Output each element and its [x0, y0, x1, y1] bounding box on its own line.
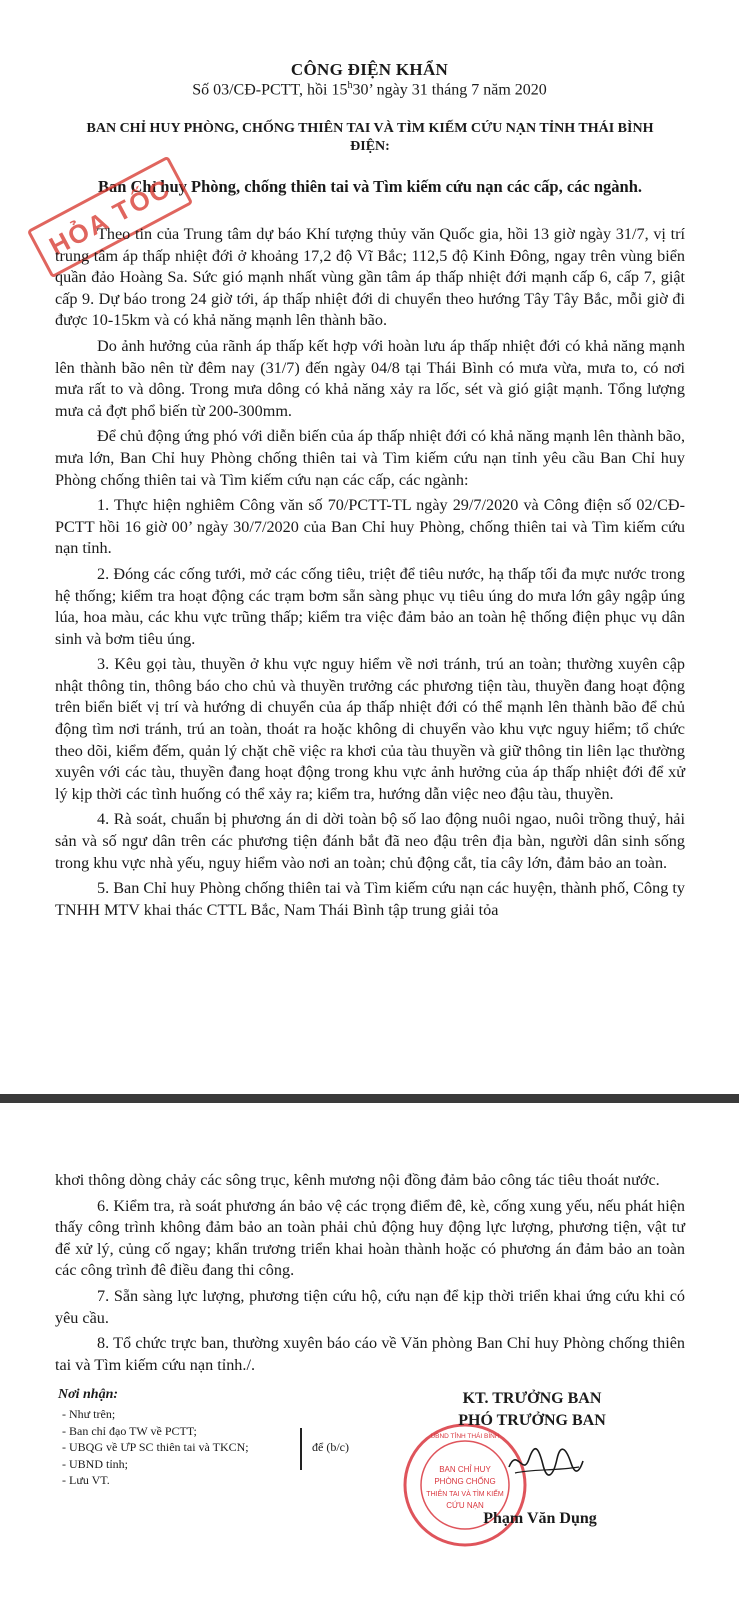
- paragraph: 4. Rà soát, chuẩn bị phương án di dời toàn bộ số lao động nuôi ngao, nuôi trồng thuỷ, hải sản và số ngư dân trên các phương tiện đánh bắt đã neo đậu trên địa bàn, người dân sinh sống trong khu vực nhà yếu, nguy hiểm vào nơi an toàn; chủ động cắt, tỉa cây lớn, đảm bảo an toàn.: [55, 810, 685, 872]
- paragraph: 7. Sẵn sàng lực lượng, phương tiện cứu hộ, cứu nạn để kịp thời triển khai ứng cứu khi có yêu cầu.: [55, 1286, 685, 1327]
- svg-text:THIÊN TAI VÀ TÌM KIẾM: THIÊN TAI VÀ TÌM KIẾM: [426, 1491, 504, 1498]
- recipient-item: - Như trên;: [62, 1407, 116, 1421]
- body-page-2: [55, 1170, 685, 1376]
- svg-text:UBND TỈNH THÁI BÌNH: UBND TỈNH THÁI BÌNH: [430, 1433, 500, 1440]
- recipients-list: [62, 1406, 249, 1489]
- document-number: Số 03/CĐ-PCTT, hồi 15$^h$30’ ngày 31 tháng 7 năm 2020: [192, 80, 547, 99]
- paragraph: 2. Đóng các cống tưới, mở các cống tiêu, triệt để tiêu nước, hạ thấp tối đa mực nước trong hệ thống; kiểm tra hoạt động các trạm bơm sẵn sàng phục vụ tiêu úng do mưa lớn gây ngập úng lúa, hoa màu, các khu vực trũng thấp; kiểm tra việc đảm bảo an toàn hệ thống điện phục vụ dân sinh và bơm tiêu úng.: [55, 564, 685, 648]
- recipient-item: - Lưu VT.: [62, 1473, 110, 1487]
- recipient-item: - Ban chỉ đạo TW về PCTT;: [62, 1423, 197, 1438]
- urgent-stamp-label: HỎA TỐC: [27, 156, 194, 279]
- svg-text:BAN CHỈ HUY: BAN CHỈ HUY: [439, 1465, 491, 1474]
- paragraph: 3. Kêu gọi tàu, thuyền ở khu vực nguy hiểm về nơi tránh, trú an toàn; thường xuyên cập nhật thông tin, thông báo cho chủ và thuyền trưởng các phương tiện tàu, thuyền đang hoạt động trên biển biết vị trí và hướng di chuyển của áp thấp nhiệt đới có thể mạnh lên thành bão để chủ động tìm nơi tránh, trú an toàn, thoát ra hoặc không di chuyển vào khu vực nguy hiểm; tổ chức theo dõi, kiểm đếm, quản lý chặt chẽ việc ra khơi của tàu thuyền và giữ thông tin liên lạc thường xuyên với các tàu, thuyền đang hoạt động trong khu vực ảnh hưởng của áp thấp nhiệt đới để xử lý kịp thời các tình huống có thể xảy ra; kiểm tra, hướng dẫn việc neo đậu tàu, thuyền.: [55, 655, 685, 803]
- recipient-item: - UBND tỉnh;: [62, 1456, 128, 1471]
- recipients-title: Nơi nhận:: [58, 1387, 119, 1402]
- paragraph: khơi thông dòng chảy các sông trục, kênh mương nội đồng đảm bảo công tác tiêu thoát nước.: [55, 1171, 660, 1189]
- paragraph: 8. Tổ chức trực ban, thường xuyên báo cáo về Văn phòng Ban Chỉ huy Phòng chống thiên tai và Tìm kiếm cứu nạn tỉnh./.: [55, 1334, 685, 1374]
- dispatch-label: ĐIỆN:: [350, 139, 390, 154]
- page-break: [0, 1085, 739, 1113]
- recipient-item: - UBQG về ƯP SC thiên tai và TKCN;: [62, 1440, 249, 1454]
- document-title: CÔNG ĐIỆN KHẨN: [290, 60, 449, 79]
- svg-text:CỨU NẠN: CỨU NẠN: [446, 1501, 484, 1510]
- page-divider: [0, 1094, 739, 1103]
- issuing-organization: [40, 120, 700, 156]
- organization-name: BAN CHỈ HUY PHÒNG, CHỐNG THIÊN TAI VÀ TÌM KIẾM CỨU NẠN TỈNH THÁI BÌNH: [86, 121, 654, 136]
- body-page-1: [55, 224, 685, 921]
- signer-name: Phạm Văn Dụng: [483, 1510, 597, 1527]
- signature-subtitle: PHÓ TRƯỞNG BAN: [458, 1412, 606, 1429]
- svg-text:PHÒNG CHỐNG: PHÒNG CHỐNG: [434, 1477, 496, 1486]
- dispatch-recipient: Ban Chỉ huy Phòng, chống thiên tai và Tìm kiếm cứu nạn các cấp, các ngành.: [97, 177, 643, 196]
- handwritten-signature: [505, 1437, 585, 1487]
- signature-block: [442, 1388, 622, 1432]
- paragraph: Để chủ động ứng phó với diễn biến của áp thấp nhiệt đới có khả năng mạnh lên thành bão, mưa lớn, Ban Chỉ huy Phòng chống thiên tai và Tìm kiếm cứu nạn tỉnh yêu cầu Ban Chỉ huy Phòng chống thiên tai và Tìm kiếm cứu nạn các cấp, các ngành:: [55, 427, 685, 489]
- signature-title: KT. TRƯỞNG BAN: [462, 1390, 602, 1407]
- paragraph: 5. Ban Chỉ huy Phòng chống thiên tai và Tìm kiếm cứu nạn các huyện, thành phố, Công ty TNHH MTV khai thác CTTL Bắc, Nam Thái Bình tập trung giải tỏa: [55, 879, 685, 919]
- paragraph: 1. Thực hiện nghiêm Công văn số 70/PCTT-TL ngày 29/7/2020 và Công điện số 02/CĐ-PCTT hồi 16 giờ 00’ ngày 30/7/2020 của Ban Chỉ huy Phòng, chống thiên tai và Tìm kiếm cứu nạn tỉnh.: [55, 496, 685, 558]
- paragraph: Theo tin của Trung tâm dự báo Khí tượng thủy văn Quốc gia, hồi 13 giờ ngày 31/7, vị trí trung tâm áp thấp nhiệt đới ở khoảng 17,2 độ Vĩ Bắc; 112,5 độ Kinh Đông, ngay trên vùng biển quần đảo Hoàng Sa. Sức gió mạnh nhất vùng gần tâm áp thấp nhiệt đới mạnh cấp 6, cấp 7, giật cấp 9. Dự báo trong 24 giờ tới, áp thấp nhiệt đới di chuyển theo hướng Tây Tây Bắc, mỗi giờ đi được 10-15km và có khả năng mạnh lên thành bão.: [55, 225, 685, 330]
- paragraph: Do ảnh hưởng của rãnh áp thấp kết hợp với hoàn lưu áp thấp nhiệt đới có khả năng mạnh lên thành bão nên từ đêm nay (31/7) đến ngày 04/8 tại Thái Bình có mưa vừa, mưa to, có nơi mưa rất to và dông. Trong mưa dông có khả năng xảy ra lốc, sét và gió giật mạnh. Tổng lượng mưa cả đợt phổ biến từ 200-300mm.: [55, 336, 685, 420]
- recipients-note: để (b/c): [312, 1440, 349, 1454]
- recipients-bracket: [300, 1428, 302, 1470]
- paragraph: 6. Kiểm tra, rà soát phương án bảo vệ các trọng điểm đê, kè, cống xung yếu, nếu phát hiện thấy công trình không đảm bảo an toàn phải chủ động huy động lực lượng, phương tiện, vật tư để xử lý, củng cố ngay; khẩn trương triển khai hoàn thành hoặc có phương án đảm bảo an toàn các công trình đê điều đang thi công.: [55, 1196, 685, 1280]
